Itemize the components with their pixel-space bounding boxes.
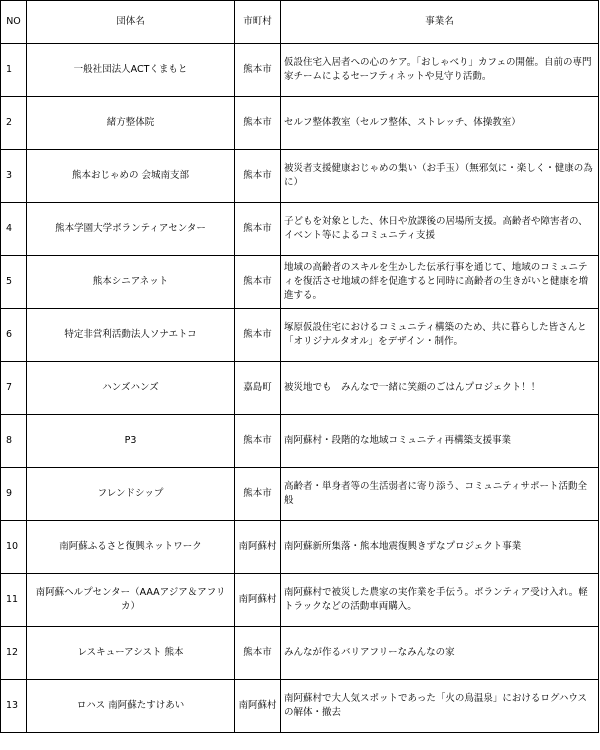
row-city: 熊本市 bbox=[235, 44, 281, 97]
row-project: 仮設住宅入居者への心のケア。「おしゃべり」カフェの開催。自前の専門家チームによるセーフティネットや見守り活動。 bbox=[281, 44, 599, 97]
table-row bbox=[1, 627, 599, 680]
table-row bbox=[1, 680, 599, 733]
row-no: 13 bbox=[1, 680, 27, 733]
row-city: 南阿蘇村 bbox=[235, 574, 281, 627]
row-project: 被災者支援健康おじゃめの集い（お手玉）（無邪気に・楽しく・健康の為に） bbox=[281, 150, 599, 203]
row-project: 南阿蘇村で被災した農家の実作業を手伝う。ボランティア受け入れ。軽トラックなどの活動車両購入。 bbox=[281, 574, 599, 627]
row-org: 緒方整体院 bbox=[27, 97, 235, 150]
row-city: 南阿蘇村 bbox=[235, 680, 281, 733]
row-city: 嘉島町 bbox=[235, 362, 281, 415]
row-project: 被災地でも みんなで一緒に笑顔のごはんプロジェクト！！ bbox=[281, 362, 599, 415]
row-no: 2 bbox=[1, 97, 27, 150]
row-city: 熊本市 bbox=[235, 309, 281, 362]
header-project: 事業名 bbox=[281, 1, 599, 44]
row-no: 8 bbox=[1, 415, 27, 468]
table-row bbox=[1, 256, 599, 309]
table-row bbox=[1, 468, 599, 521]
row-project: 南阿蘇村・段階的な地域コミュニティ再構築支援事業 bbox=[281, 415, 599, 468]
row-no: 5 bbox=[1, 256, 27, 309]
row-org: 熊本おじゃめの 会城南支部 bbox=[27, 150, 235, 203]
row-project: 地域の高齢者のスキルを生かした伝承行事を通じて、地域のコミュニティを復活させ地域の絆を促進すると同時に高齢者の生きがいと健康を増進する。 bbox=[281, 256, 599, 309]
row-city: 熊本市 bbox=[235, 627, 281, 680]
header-org: 団体名 bbox=[27, 1, 235, 44]
row-city: 熊本市 bbox=[235, 203, 281, 256]
row-city: 熊本市 bbox=[235, 97, 281, 150]
row-no: 12 bbox=[1, 627, 27, 680]
row-org: 特定非営利活動法人ソナエトコ bbox=[27, 309, 235, 362]
row-no: 3 bbox=[1, 150, 27, 203]
table-row bbox=[1, 44, 599, 97]
table-row bbox=[1, 521, 599, 574]
table-row bbox=[1, 203, 599, 256]
table-body bbox=[1, 44, 599, 733]
row-project: みんなが作るバリアフリーなみんなの家 bbox=[281, 627, 599, 680]
row-org: 熊本学園大学ボランティアセンター bbox=[27, 203, 235, 256]
table-row bbox=[1, 415, 599, 468]
row-org: 一般社団法人ACTくまもと bbox=[27, 44, 235, 97]
header-city: 市町村 bbox=[235, 1, 281, 44]
row-project: 塚原仮設住宅におけるコミュニティ構築のため、共に暮らした皆さんと「オリジナルタオル」をデザイン・制作。 bbox=[281, 309, 599, 362]
row-org: 南阿蘇ふるさと復興ネットワーク bbox=[27, 521, 235, 574]
table-row bbox=[1, 150, 599, 203]
row-city: 南阿蘇村 bbox=[235, 521, 281, 574]
row-project: 子どもを対象とした、休日や放課後の居場所支援。高齢者や障害者の、イベント等によるコミュニティ支援 bbox=[281, 203, 599, 256]
row-no: 1 bbox=[1, 44, 27, 97]
row-city: 熊本市 bbox=[235, 256, 281, 309]
row-org: ロハス 南阿蘇たすけあい bbox=[27, 680, 235, 733]
header-no: NO bbox=[1, 1, 27, 44]
header-row bbox=[1, 1, 599, 44]
row-city: 熊本市 bbox=[235, 415, 281, 468]
row-project: 南阿蘇新所集落・熊本地震復興きずなプロジェクト事業 bbox=[281, 521, 599, 574]
table-row bbox=[1, 362, 599, 415]
row-project: セルフ整体教室（セルフ整体、ストレッチ、体操教室） bbox=[281, 97, 599, 150]
row-org: 熊本シニアネット bbox=[27, 256, 235, 309]
row-project: 高齢者・単身者等の生活弱者に寄り添う、コミュニティサポート活動全般 bbox=[281, 468, 599, 521]
row-no: 10 bbox=[1, 521, 27, 574]
row-no: 11 bbox=[1, 574, 27, 627]
row-no: 9 bbox=[1, 468, 27, 521]
row-org: ハンズハンズ bbox=[27, 362, 235, 415]
row-no: 7 bbox=[1, 362, 27, 415]
row-org: 南阿蘇ヘルプセンター（AAAアジア＆アフリカ） bbox=[27, 574, 235, 627]
table-row bbox=[1, 574, 599, 627]
row-city: 熊本市 bbox=[235, 468, 281, 521]
row-city: 熊本市 bbox=[235, 150, 281, 203]
row-org: レスキューアシスト 熊本 bbox=[27, 627, 235, 680]
row-org: P3 bbox=[27, 415, 235, 468]
table-row bbox=[1, 309, 599, 362]
row-no: 4 bbox=[1, 203, 27, 256]
row-org: フレンドシップ bbox=[27, 468, 235, 521]
row-project: 南阿蘇村で大人気スポットであった「火の鳥温泉」におけるログハウスの解体・撤去 bbox=[281, 680, 599, 733]
row-no: 6 bbox=[1, 309, 27, 362]
table-row bbox=[1, 97, 599, 150]
